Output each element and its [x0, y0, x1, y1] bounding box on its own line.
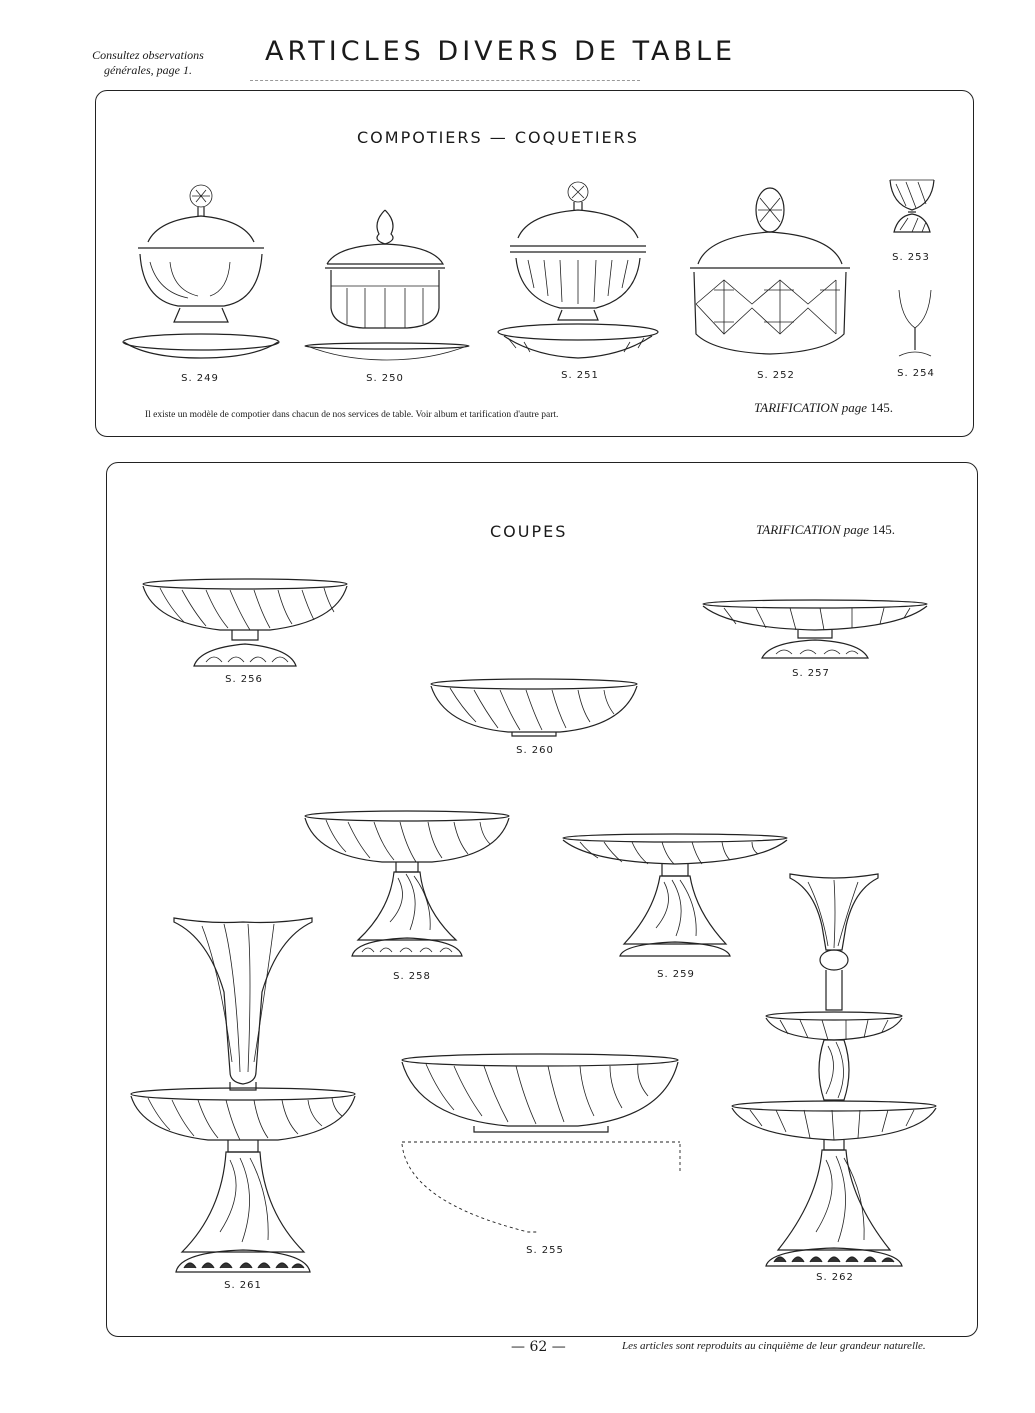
tarification-label: TARIFICATION	[756, 522, 841, 537]
page-title: ARTICLES DIVERS DE TABLE	[265, 36, 737, 67]
tarification-label: TARIFICATION	[754, 400, 839, 415]
item-label-s251: S. 251	[561, 370, 599, 381]
item-label-s260: S. 260	[516, 745, 554, 756]
item-label-s262: S. 262	[816, 1272, 854, 1283]
item-label-s257: S. 257	[792, 668, 830, 679]
tarification-page-word: page	[841, 400, 868, 415]
item-label-s254: S. 254	[897, 368, 935, 379]
item-label-s249: S. 249	[181, 373, 219, 384]
epergne-icon	[128, 912, 358, 1280]
item-label-s259: S. 259	[657, 969, 695, 980]
footed-swirl-bowl-icon	[140, 578, 350, 672]
fluted-compotier-icon	[303, 208, 473, 368]
stemmed-egg-cup-icon	[895, 288, 937, 364]
coupes-tarification	[756, 522, 895, 538]
scale-footnote: Les articles sont reproduits au cinquième de leur grandeur naturelle.	[622, 1340, 926, 1352]
gadrooned-compotier-icon	[494, 180, 662, 370]
large-swirl-bowl-icon	[398, 1052, 682, 1238]
compotiers-section-title: COMPOTIERS — COQUETIERS	[357, 128, 639, 147]
item-label-s258: S. 258	[393, 971, 431, 982]
note-line-2: générales, page 1.	[104, 63, 192, 77]
coupes-section-title: COUPES	[490, 522, 568, 541]
low-footed-dish-icon	[700, 598, 930, 662]
item-label-s256: S. 256	[225, 674, 263, 685]
lidded-compotier-icon	[118, 182, 283, 367]
compotiers-tarification	[754, 400, 893, 416]
item-label-s252: S. 252	[757, 370, 795, 381]
egg-cup-icon	[888, 176, 940, 248]
item-label-s253: S. 253	[892, 252, 930, 263]
cut-crystal-compotier-icon	[684, 184, 856, 372]
page-number: — 62 —	[511, 1339, 566, 1355]
note-line-1: Consultez observations	[92, 48, 204, 62]
swirl-bowl-icon	[428, 678, 640, 740]
tarification-page-number: 145.	[870, 400, 894, 415]
compotiers-footnote: Il existe un modèle de compotier dans chacun de nos services de table. Voir album et tarification d'autre part.	[145, 410, 559, 420]
general-observations-note	[68, 48, 228, 78]
header-divider	[250, 80, 640, 81]
item-label-s255: S. 255	[526, 1245, 564, 1256]
item-label-s250: S. 250	[366, 373, 404, 384]
two-tier-epergne-icon	[728, 870, 940, 1270]
tarification-page-number: 145.	[872, 522, 896, 537]
item-label-s261: S. 261	[224, 1280, 262, 1291]
tarification-page-word: page	[843, 522, 870, 537]
